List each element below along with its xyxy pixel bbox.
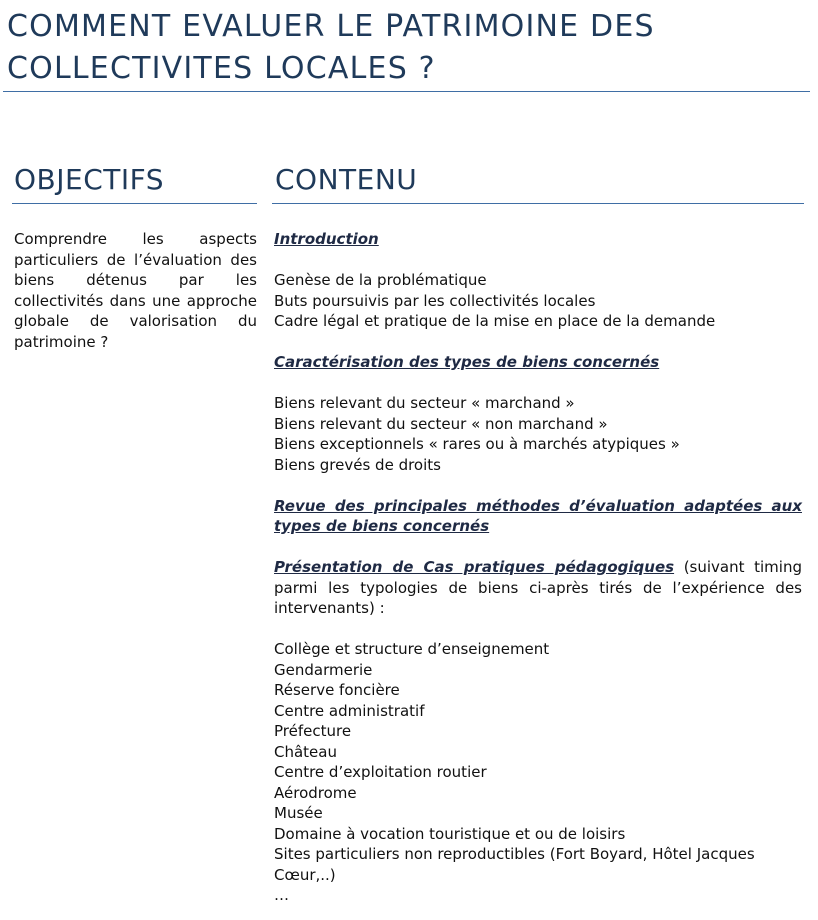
cas-pratiques-paragraph bbox=[274, 557, 802, 619]
page-title bbox=[7, 6, 807, 90]
section-title-cas-pratiques: Présentation de Cas pratiques pédagogiques bbox=[274, 558, 675, 576]
contenu-heading: CONTENU bbox=[275, 163, 418, 196]
list-item: Réserve foncière bbox=[274, 681, 400, 699]
objectifs-divider bbox=[12, 203, 257, 204]
list-item: Préfecture bbox=[274, 722, 352, 740]
introduction-list bbox=[274, 270, 802, 332]
list-item: Domaine à vocation touristique et ou de loisirs bbox=[274, 824, 626, 843]
list-item: Château bbox=[274, 742, 337, 761]
list-item: Musée bbox=[274, 804, 323, 822]
list-item: Centre administratif bbox=[274, 701, 425, 720]
section-title-revue: Revue des principales méthodes d’évaluation adaptées aux types de biens concernés bbox=[274, 496, 802, 535]
objectifs-heading: OBJECTIFS bbox=[14, 163, 164, 196]
list-item: … bbox=[274, 886, 289, 904]
cas-pratiques-suffix: (suivant timing parmi les typologies de biens ci-après tirés de l’expérience des intervenants) : bbox=[274, 558, 802, 617]
objectifs-text: Comprendre les aspects particuliers de l’évaluation des biens détenus par les collectivités dans une approche globale de valorisation du patrimoine ? bbox=[14, 230, 257, 351]
list-item: Biens relevant du secteur « marchand » bbox=[274, 394, 575, 412]
contenu-body bbox=[274, 229, 802, 906]
list-item: Biens relevant du secteur « non marchand » bbox=[274, 414, 608, 433]
cas-pratiques-list bbox=[274, 639, 802, 906]
list-item: Genèse de la problématique bbox=[274, 271, 487, 289]
section-title-introduction: Introduction bbox=[274, 230, 379, 248]
list-item: Biens exceptionnels « rares ou à marchés atypiques » bbox=[274, 435, 680, 453]
title-divider bbox=[3, 91, 810, 92]
list-item: Sites particuliers non reproductibles (Fort Boyard, Hôtel Jacques Cœur,..) bbox=[274, 845, 755, 884]
contenu-divider bbox=[272, 203, 804, 204]
list-item: Buts poursuivis par les collectivités locales bbox=[274, 291, 596, 310]
page-title-line2: COLLECTIVITES LOCALES ? bbox=[7, 51, 436, 86]
section-title-caracterisation: Caractérisation des types de biens concernés bbox=[274, 353, 660, 371]
list-item: Biens grevés de droits bbox=[274, 455, 441, 474]
list-item: Centre d’exploitation routier bbox=[274, 763, 487, 781]
list-item: Aérodrome bbox=[274, 783, 357, 802]
page-title-line1: COMMENT EVALUER LE PATRIMOINE DES bbox=[7, 9, 655, 44]
caracterisation-list bbox=[274, 393, 802, 475]
list-item: Gendarmerie bbox=[274, 660, 373, 679]
list-item: Collège et structure d’enseignement bbox=[274, 640, 550, 658]
list-item: Cadre légal et pratique de la mise en place de la demande bbox=[274, 312, 716, 330]
